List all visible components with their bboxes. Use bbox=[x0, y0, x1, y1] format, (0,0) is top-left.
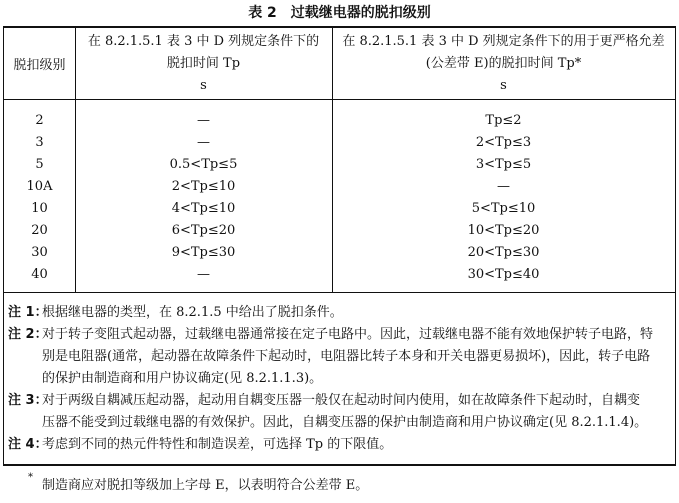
divider bbox=[4, 99, 675, 100]
header-trip-time-line2: 脱扣时间 Tp bbox=[166, 56, 241, 71]
header-trip-time-unit: s bbox=[200, 78, 207, 93]
table-title: 表 2 过载继电器的脱扣级别 bbox=[248, 5, 431, 21]
note-line: 考虑到不同的热元件特性和制造误差，可选择 Tp 的下限值。 bbox=[42, 437, 393, 452]
cell-tp: 2<Tp≤10 bbox=[171, 179, 236, 194]
cell-level: 30 bbox=[31, 245, 48, 260]
note-4 bbox=[4, 434, 675, 456]
note-label: 注 1： bbox=[8, 305, 48, 320]
cell-tp: — bbox=[197, 113, 210, 128]
cell-tp-e: 20<Tp≤30 bbox=[467, 245, 540, 260]
divider bbox=[4, 292, 675, 293]
cell-level: 10A bbox=[26, 179, 53, 194]
table-row bbox=[4, 220, 675, 242]
cell-level: 5 bbox=[35, 157, 44, 172]
note-line: 根据继电器的类型，在 8.2.1.5 中给出了脱扣条件。 bbox=[42, 305, 343, 320]
cell-tp-e: 5<Tp≤10 bbox=[471, 201, 536, 216]
cell-level: 2 bbox=[35, 113, 44, 128]
header-trip-time bbox=[75, 28, 332, 99]
table-row bbox=[4, 110, 675, 132]
cell-tp-e: Tp≤2 bbox=[485, 113, 522, 128]
table-row bbox=[4, 264, 675, 286]
note-label: 注 2： bbox=[8, 327, 48, 342]
cell-level: 40 bbox=[31, 267, 48, 282]
note-line: 别是电阻器(通常，起动器在故障条件下起动时，电阻器比转子本身和开关电器更易损坏)，因此，转子电路 bbox=[42, 349, 651, 364]
header-band-e-line1: 在 8.2.1.5.1 表 3 中 D 列规定条件下的用于更严格允差 bbox=[342, 34, 665, 49]
note-3 bbox=[4, 390, 675, 434]
note-label: 注 4： bbox=[8, 437, 48, 452]
cell-tp-e: 10<Tp≤20 bbox=[467, 223, 540, 238]
cell-level: 20 bbox=[31, 223, 48, 238]
header-band-e-line2: (公差带 E)的脱扣时间 Tp* bbox=[425, 56, 582, 71]
trip-class-table bbox=[3, 26, 676, 466]
cell-tp-e: 2<Tp≤3 bbox=[475, 135, 532, 150]
note-label: 注 3： bbox=[8, 393, 48, 408]
note-line: 对于转子变阻式起动器，过载继电器通常接在定子电路中。因此，过载继电器不能有效地保护转子电路，特 bbox=[42, 327, 654, 342]
table-row bbox=[4, 242, 675, 264]
note-line: 的保护由制造商和用户协议确定(见 8.2.1.1.3)。 bbox=[42, 371, 323, 386]
table-row bbox=[4, 176, 675, 198]
note-line: 对于两级自耦减压起动器，起动用自耦变压器一般仅在起动时间内使用，如在故障条件下起动时，自耦变 bbox=[42, 393, 641, 408]
note-2 bbox=[4, 324, 675, 390]
header-trip-class: 脱扣级别 bbox=[13, 58, 66, 73]
header-trip-time-band-e bbox=[332, 28, 675, 99]
cell-tp: — bbox=[197, 135, 210, 150]
table-row bbox=[4, 132, 675, 154]
note-1 bbox=[4, 302, 675, 324]
cell-tp-e: 30<Tp≤40 bbox=[467, 267, 540, 282]
cell-tp-e: 3<Tp≤5 bbox=[475, 157, 532, 172]
cell-tp: 4<Tp≤10 bbox=[171, 201, 236, 216]
footnote-mark: * bbox=[28, 472, 33, 483]
note-line: 压器不能受到过载继电器的有效保护。因此，自耦变压器的保护由制造商和用户协议确定(见 8.2.1.1.4)。 bbox=[42, 415, 648, 430]
cell-tp: — bbox=[197, 267, 210, 282]
cell-tp-e: — bbox=[497, 179, 510, 194]
footnote-text: 制造商应对脱扣等级加上字母 E，以表明符合公差带 E。 bbox=[42, 478, 369, 493]
cell-tp: 0.5<Tp≤5 bbox=[169, 157, 238, 172]
header-band-e-unit: s bbox=[500, 78, 507, 93]
header-trip-time-line1: 在 8.2.1.5.1 表 3 中 D 列规定条件下的 bbox=[87, 34, 320, 49]
cell-tp: 9<Tp≤30 bbox=[171, 245, 236, 260]
cell-level: 10 bbox=[31, 201, 48, 216]
table-row bbox=[4, 154, 675, 176]
cell-tp: 6<Tp≤20 bbox=[171, 223, 236, 238]
table-row bbox=[4, 198, 675, 220]
cell-level: 3 bbox=[35, 135, 44, 150]
